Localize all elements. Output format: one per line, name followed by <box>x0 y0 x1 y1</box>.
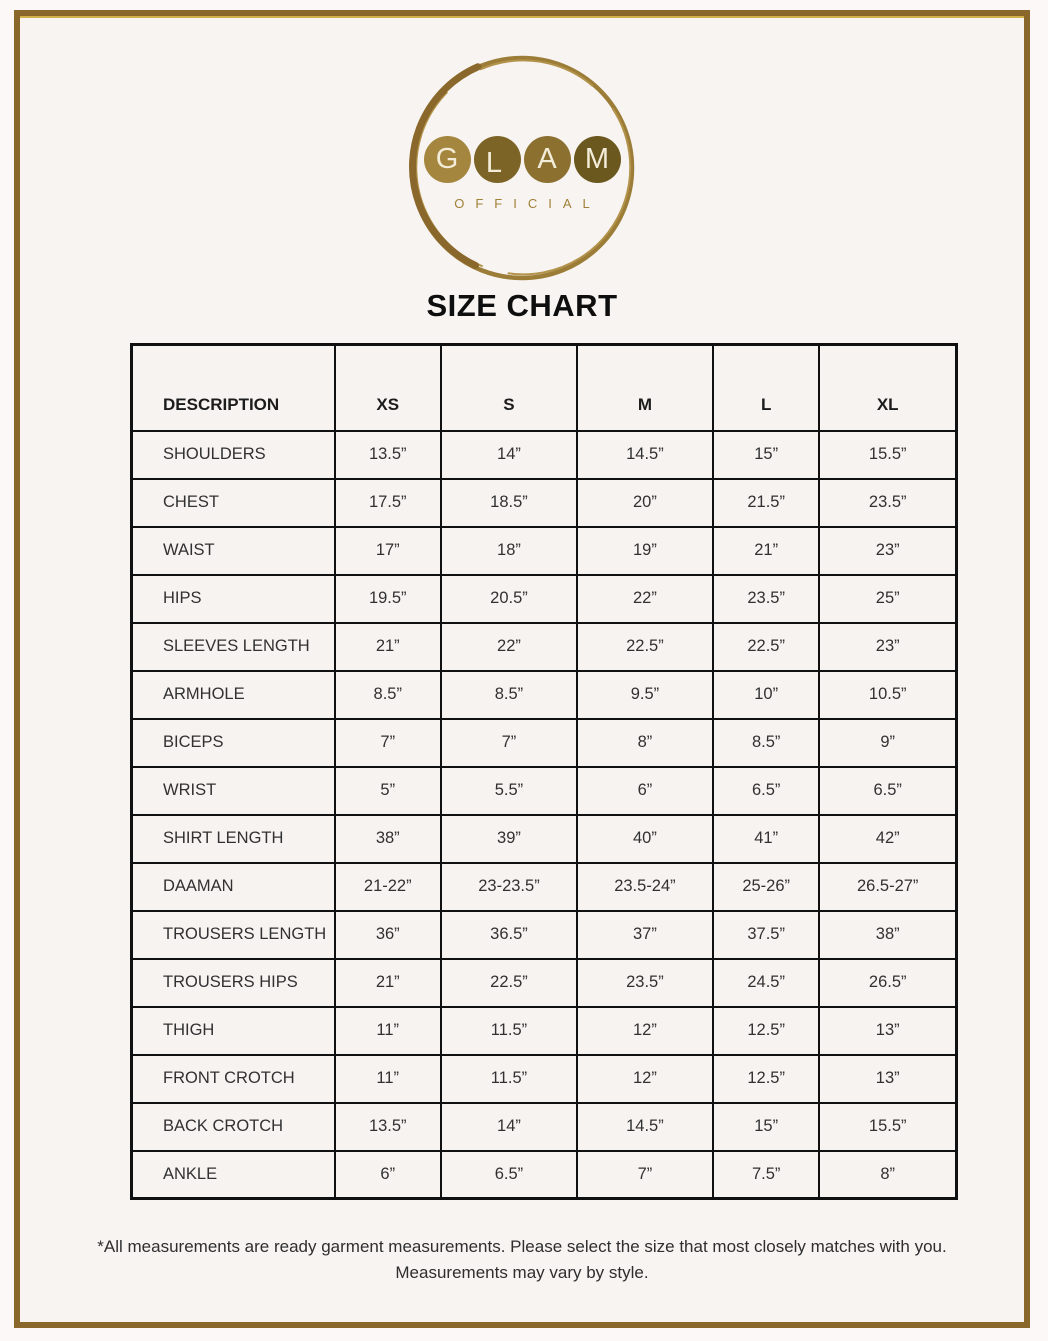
measurement-value: 12.5” <box>713 1055 819 1103</box>
footer-note <box>20 1234 1024 1287</box>
measurement-value: 21” <box>335 623 441 671</box>
column-header-m: M <box>577 345 713 431</box>
measurement-value: 17” <box>335 527 441 575</box>
measurement-value: 36” <box>335 911 441 959</box>
footer-note-line1: *All measurements are ready garment measurements. Please select the size that most closely matches with you. <box>97 1237 947 1256</box>
row-label: TROUSERS LENGTH <box>132 911 335 959</box>
table-row <box>132 623 957 671</box>
table-row <box>132 479 957 527</box>
logo-letter: M <box>584 142 610 175</box>
measurement-value: 19.5” <box>335 575 441 623</box>
table-row <box>132 1103 957 1151</box>
table-row <box>132 911 957 959</box>
measurement-value: 19” <box>577 527 713 575</box>
measurement-value: 41” <box>713 815 819 863</box>
measurement-value: 21” <box>713 527 819 575</box>
measurement-value: 14.5” <box>577 1103 713 1151</box>
row-label: WRIST <box>132 767 335 815</box>
row-label: DAAMAN <box>132 863 335 911</box>
measurement-value: 23.5-24” <box>577 863 713 911</box>
measurement-value: 13.5” <box>335 431 441 479</box>
measurement-value: 11.5” <box>441 1055 577 1103</box>
measurement-value: 14” <box>441 431 577 479</box>
row-label: HIPS <box>132 575 335 623</box>
measurement-value: 23.5” <box>577 959 713 1007</box>
column-header-l: L <box>713 345 819 431</box>
measurement-value: 6.5” <box>441 1151 577 1199</box>
measurement-value: 25” <box>819 575 956 623</box>
logo-letter-circle-g <box>424 136 471 183</box>
logo-letter: A <box>537 142 557 175</box>
measurement-value: 14.5” <box>577 431 713 479</box>
measurement-value: 39” <box>441 815 577 863</box>
logo-subtitle: OFFICIAL <box>454 195 601 211</box>
logo-letter: L <box>485 146 503 179</box>
page-frame <box>14 10 1030 1328</box>
logo-letter-circle-l <box>474 136 521 183</box>
row-label: CHEST <box>132 479 335 527</box>
measurement-value: 21-22” <box>335 863 441 911</box>
measurement-value: 8” <box>819 1151 956 1199</box>
page-title: SIZE CHART <box>426 288 618 323</box>
column-header-xl: XL <box>819 345 956 431</box>
measurement-value: 15.5” <box>819 431 956 479</box>
size-table-body <box>132 431 957 1199</box>
row-label: WAIST <box>132 527 335 575</box>
measurement-value: 18” <box>441 527 577 575</box>
measurement-value: 8.5” <box>713 719 819 767</box>
measurement-value: 22.5” <box>441 959 577 1007</box>
measurement-value: 20” <box>577 479 713 527</box>
measurement-value: 12.5” <box>713 1007 819 1055</box>
measurement-value: 8.5” <box>441 671 577 719</box>
measurement-value: 42” <box>819 815 956 863</box>
measurement-value: 17.5” <box>335 479 441 527</box>
measurement-value: 15” <box>713 431 819 479</box>
measurement-value: 7” <box>335 719 441 767</box>
row-label: BACK CROTCH <box>132 1103 335 1151</box>
measurement-value: 12” <box>577 1055 713 1103</box>
measurement-value: 22.5” <box>577 623 713 671</box>
table-row <box>132 1151 957 1199</box>
table-row <box>132 767 957 815</box>
row-label: SLEEVES LENGTH <box>132 623 335 671</box>
measurement-value: 14” <box>441 1103 577 1151</box>
column-header-description: DESCRIPTION <box>132 345 335 431</box>
measurement-value: 8.5” <box>335 671 441 719</box>
logo-letter-circle-a <box>524 136 571 183</box>
row-label: FRONT CROTCH <box>132 1055 335 1103</box>
measurement-value: 13” <box>819 1055 956 1103</box>
measurement-value: 38” <box>335 815 441 863</box>
row-label: THIGH <box>132 1007 335 1055</box>
measurement-value: 13.5” <box>335 1103 441 1151</box>
measurement-value: 23.5” <box>713 575 819 623</box>
measurement-value: 15” <box>713 1103 819 1151</box>
measurement-value: 18.5” <box>441 479 577 527</box>
measurement-value: 36.5” <box>441 911 577 959</box>
measurement-value: 6.5” <box>713 767 819 815</box>
logo-letter-circle-m <box>574 136 621 183</box>
measurement-value: 23.5” <box>819 479 956 527</box>
measurement-value: 22” <box>577 575 713 623</box>
table-row <box>132 527 957 575</box>
measurement-value: 9” <box>819 719 956 767</box>
measurement-value: 6” <box>335 1151 441 1199</box>
row-label: ANKLE <box>132 1151 335 1199</box>
column-header-xs: XS <box>335 345 441 431</box>
measurement-value: 21” <box>335 959 441 1007</box>
row-label: SHIRT LENGTH <box>132 815 335 863</box>
page-content <box>20 16 1024 1322</box>
measurement-value: 20.5” <box>441 575 577 623</box>
measurement-value: 22.5” <box>713 623 819 671</box>
measurement-value: 7.5” <box>713 1151 819 1199</box>
measurement-value: 15.5” <box>819 1103 956 1151</box>
measurement-value: 23” <box>819 527 956 575</box>
table-row <box>132 1007 957 1055</box>
table-row <box>132 863 957 911</box>
measurement-value: 5” <box>335 767 441 815</box>
measurement-value: 26.5” <box>819 959 956 1007</box>
header-row <box>132 345 957 431</box>
measurement-value: 6.5” <box>819 767 956 815</box>
measurement-value: 6” <box>577 767 713 815</box>
measurement-value: 24.5” <box>713 959 819 1007</box>
measurement-value: 11” <box>335 1007 441 1055</box>
row-label: BICEPS <box>132 719 335 767</box>
footer-note-line2: Measurements may vary by style. <box>395 1263 649 1283</box>
measurement-value: 22” <box>441 623 577 671</box>
measurement-value: 10” <box>713 671 819 719</box>
measurement-value: 23-23.5” <box>441 863 577 911</box>
measurement-value: 7” <box>441 719 577 767</box>
table-row <box>132 1055 957 1103</box>
measurement-value: 40” <box>577 815 713 863</box>
logo-letter: G <box>435 142 459 175</box>
row-label: TROUSERS HIPS <box>132 959 335 1007</box>
measurement-value: 21.5” <box>713 479 819 527</box>
row-label: SHOULDERS <box>132 431 335 479</box>
table-row <box>132 671 957 719</box>
measurement-value: 7” <box>577 1151 713 1199</box>
measurement-value: 11.5” <box>441 1007 577 1055</box>
row-label: ARMHOLE <box>132 671 335 719</box>
table-row <box>132 815 957 863</box>
measurement-value: 38” <box>819 911 956 959</box>
measurement-value: 10.5” <box>819 671 956 719</box>
measurement-value: 23” <box>819 623 956 671</box>
table-row <box>132 575 957 623</box>
measurement-value: 9.5” <box>577 671 713 719</box>
measurement-value: 11” <box>335 1055 441 1103</box>
table-row <box>132 719 957 767</box>
table-row <box>132 431 957 479</box>
size-table-header <box>132 345 957 431</box>
measurement-value: 25-26” <box>713 863 819 911</box>
measurement-value: 8” <box>577 719 713 767</box>
column-header-s: S <box>441 345 577 431</box>
brand-logo <box>402 40 642 292</box>
measurement-value: 13” <box>819 1007 956 1055</box>
measurement-value: 37.5” <box>713 911 819 959</box>
logo-letter-circles <box>424 136 621 183</box>
measurement-value: 37” <box>577 911 713 959</box>
measurement-value: 5.5” <box>441 767 577 815</box>
table-row <box>132 959 957 1007</box>
measurement-value: 12” <box>577 1007 713 1055</box>
size-chart-table <box>130 343 958 1200</box>
measurement-value: 26.5-27” <box>819 863 956 911</box>
